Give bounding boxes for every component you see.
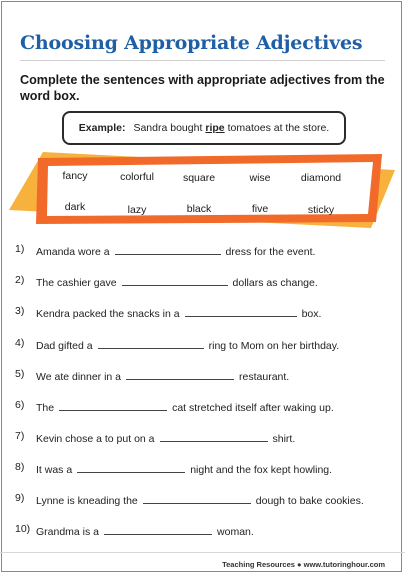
question-text-before: Kevin chose a to put on a [36,433,155,445]
question-text-after: box. [301,308,322,320]
word-box-word: colorful [120,171,154,183]
question-number: 5) [15,368,25,380]
answer-blank[interactable] [104,523,212,535]
question-item [15,492,395,510]
word-box-word: diamond [300,172,342,184]
question-sentence [36,274,318,289]
question-item [15,274,395,292]
question-number: 8) [15,461,25,473]
question-text-before: We ate dinner in a [36,371,122,383]
answer-blank[interactable] [122,274,228,286]
question-text-after: night and the fox kept howling. [190,464,333,476]
word-box-word: black [186,203,212,215]
example-label: Example: [78,122,126,134]
question-sentence [36,523,254,538]
question-text-before: It was a [36,464,73,476]
word-box-word: wise [249,172,271,184]
word-box-word: dark [64,201,86,213]
word-box-word: sticky [307,204,335,216]
question-number: 1) [15,243,25,255]
word-box [0,150,405,230]
instructions: Complete the sentences with appropriate adjectives from the word box. [20,73,385,103]
question-item [15,368,395,386]
answer-blank[interactable] [98,337,204,349]
word-box-word: fancy [62,170,88,182]
question-text-before: Grandma is a [36,526,100,538]
example-answer: ripe [205,122,225,134]
answer-blank[interactable] [185,305,297,317]
title-divider [20,60,385,61]
question-text-after: ring to Mom on her birthday. [208,340,340,352]
question-sentence [36,430,295,445]
question-item [15,399,395,417]
answer-blank[interactable] [115,243,221,255]
question-number: 3) [15,305,25,317]
word-box-word: five [251,203,269,215]
word-box-word: lazy [127,204,147,216]
question-text-after: dough to bake cookies. [255,495,364,507]
question-sentence [36,492,364,507]
question-text-before: Dad gifted a [36,340,93,352]
footer-credit: Teaching Resources ● www.tutoringhour.com [222,560,385,569]
question-item [15,305,395,323]
question-number: 4) [15,337,25,349]
question-item [15,461,395,479]
question-text-before: The [36,402,55,414]
example-text-after: tomatoes at the store. [227,122,330,134]
question-text-after: dress for the event. [225,246,316,258]
question-sentence [36,305,321,320]
word-box-frame [0,150,405,230]
answer-blank[interactable] [160,430,268,442]
question-number: 6) [15,399,25,411]
answer-blank[interactable] [77,461,185,473]
question-sentence [36,243,315,258]
question-sentence [36,337,339,352]
question-text-after: dollars as change. [232,277,318,289]
example-box [62,111,346,145]
example-text-before: Sandra bought [133,122,203,134]
answer-blank[interactable] [59,399,167,411]
question-number: 10) [15,523,31,535]
question-text-after: cat stretched itself after waking up. [172,402,334,414]
question-text-after: restaurant. [239,371,290,383]
question-item [15,523,395,541]
question-text-after: shirt. [272,433,296,445]
question-item [15,337,395,355]
question-number: 9) [15,492,25,504]
question-sentence [36,368,289,383]
question-number: 2) [15,274,25,286]
question-text-before: Amanda wore a [36,246,110,258]
question-item [15,243,395,261]
footer [0,552,405,574]
page-title: Choosing Appropriate Adjectives [20,32,363,54]
question-sentence [36,461,332,476]
question-item [15,430,395,448]
question-sentence [36,399,334,414]
question-number: 7) [15,430,25,442]
question-text-before: Kendra packed the snacks in a [36,308,180,320]
question-text-after: woman. [217,526,254,538]
answer-blank[interactable] [143,492,251,504]
question-text-before: Lynne is kneading the [36,495,138,507]
answer-blank[interactable] [126,368,234,380]
question-text-before: The cashier gave [36,277,117,289]
word-box-word: square [182,172,216,184]
